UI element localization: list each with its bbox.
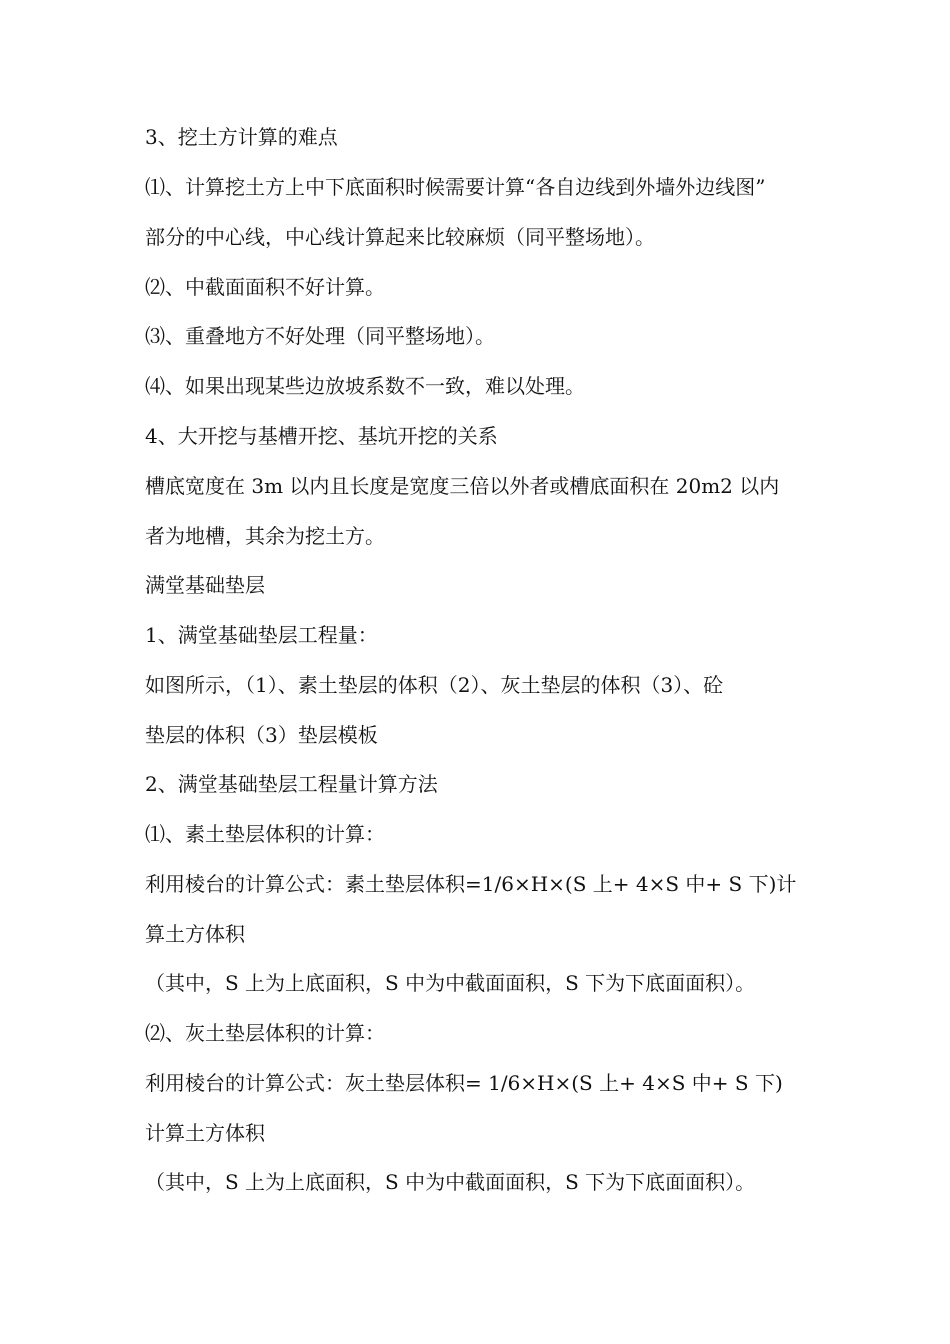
paragraph-line: 利用棱台的计算公式：素土垫层体积=1/6×H×(S 上+ 4×S 中+ S 下)计 <box>145 872 797 896</box>
section-title-raft-cushion: 满堂基础垫层 <box>145 573 265 597</box>
paragraph-line: 算土方体积 <box>145 922 245 946</box>
paragraph-line: （其中，S 上为上底面积，S 中为中截面面积，S 下为下底面面积）。 <box>145 1170 756 1194</box>
paragraph-line: ⑶、重叠地方不好处理（同平整场地）。 <box>145 324 495 348</box>
paragraph-line: ⑷、如果出现某些边放坡系数不一致，难以处理。 <box>145 374 585 398</box>
paragraph-line: 槽底宽度在 3m 以内且长度是宽度三倍以外者或槽底面积在 20m2 以内 <box>145 474 780 498</box>
heading-cushion-quantity: 1、满堂基础垫层工程量： <box>145 623 378 647</box>
paragraph-line: 部分的中心线，中心线计算起来比较麻烦（同平整场地）。 <box>145 225 655 249</box>
paragraph-line: ⑴、计算挖土方上中下底面积时候需要计算“各自边线到外墙外边线图” <box>145 175 766 199</box>
paragraph-line: 利用棱台的计算公式：灰土垫层体积= 1/6×H×(S 上+ 4×S 中+ S 下) <box>145 1071 783 1095</box>
heading-excavation-relationship: 4、大开挖与基槽开挖、基坑开挖的关系 <box>145 424 498 448</box>
heading-excavation-difficulties: 3、挖土方计算的难点 <box>145 125 338 149</box>
paragraph-line: 垫层的体积（3）垫层模板 <box>145 723 378 747</box>
paragraph-line: 计算土方体积 <box>145 1121 265 1145</box>
paragraph-line: 如图所示，（1）、素土垫层的体积（2）、灰土垫层的体积（3）、砼 <box>145 673 724 697</box>
paragraph-line: ⑵、中截面面积不好计算。 <box>145 275 385 299</box>
heading-cushion-method: 2、满堂基础垫层工程量计算方法 <box>145 772 438 796</box>
paragraph-line: ⑴、素土垫层体积的计算： <box>145 822 385 846</box>
paragraph-line: 者为地槽，其余为挖土方。 <box>145 524 385 548</box>
paragraph-line: （其中，S 上为上底面积，S 中为中截面面积，S 下为下底面面积）。 <box>145 971 756 995</box>
paragraph-line: ⑵、灰土垫层体积的计算： <box>145 1021 385 1045</box>
